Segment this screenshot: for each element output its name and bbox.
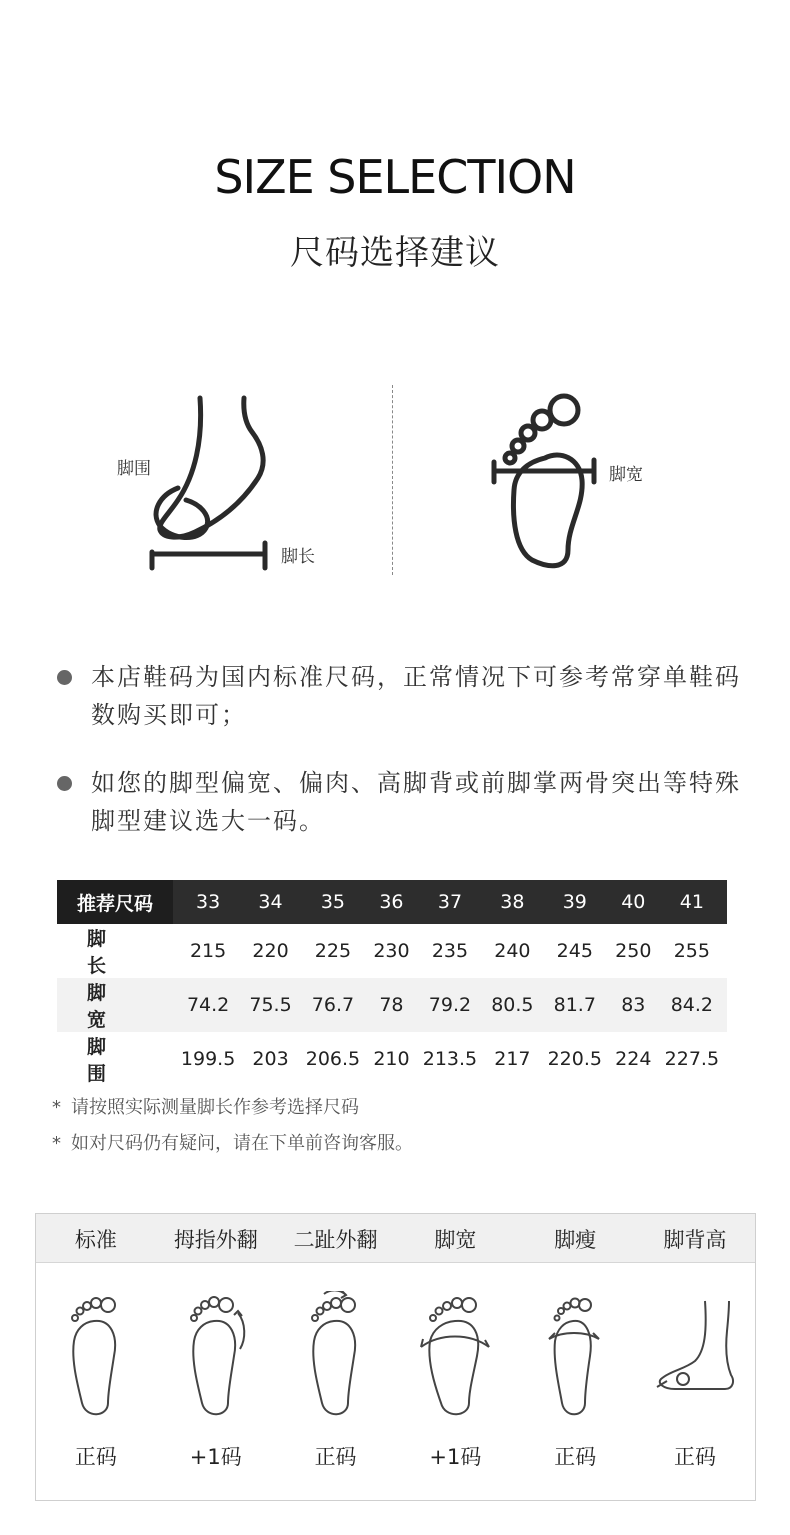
table-cell: 220.5 (547, 1048, 602, 1070)
table-cell: 210 (373, 1048, 410, 1070)
table-cell: 230 (373, 940, 410, 962)
page-title: SIZE SELECTION (214, 150, 576, 204)
table-cell: 206.5 (305, 1048, 361, 1070)
table-cell: 220 (252, 940, 289, 962)
foot-type-name: 脚瘦 (554, 1228, 597, 1252)
table-cell: 79.2 (415, 978, 485, 1032)
size-recommendation: 正码 (674, 1445, 717, 1469)
table-cell: 250 (615, 940, 652, 962)
table-header-row (57, 880, 727, 924)
foot-type-name: 脚宽 (434, 1228, 477, 1252)
note-item (52, 1090, 413, 1126)
narrow-foot-icon (535, 1291, 615, 1421)
width-label: 脚宽 (609, 465, 643, 485)
table-cell: 255 (673, 940, 710, 962)
table-cell: 245 (556, 940, 593, 962)
size-recommendation: +1码 (189, 1445, 242, 1469)
table-cell: 213.5 (422, 1048, 478, 1070)
table-cell: 81.7 (540, 978, 610, 1032)
foot-type-column (635, 1263, 755, 1500)
size-table (57, 880, 727, 1086)
size-header: 33 (173, 880, 243, 924)
foot-type-name: 拇指外翻 (173, 1228, 258, 1252)
size-recommendation: +1码 (429, 1445, 482, 1469)
size-header: 39 (540, 880, 610, 924)
size-header: 36 (368, 880, 415, 924)
bullet-icon (57, 776, 72, 791)
divider (392, 385, 393, 575)
foot-type-column (156, 1263, 276, 1500)
note-mark: * (52, 1097, 61, 1118)
table-header-label: 推荐尺码 (57, 880, 173, 924)
table-cell: 83 (610, 978, 657, 1032)
bullet-icon (57, 670, 72, 685)
table-row (57, 1032, 727, 1086)
note-item (52, 1126, 413, 1162)
size-recommendation: 正码 (74, 1445, 117, 1469)
table-cell: 215 (189, 940, 227, 962)
foot-type-name: 二趾外翻 (293, 1228, 378, 1252)
table-cell: 78 (368, 978, 415, 1032)
table-cell: 227.5 (664, 1048, 720, 1070)
table-cell: 74.2 (173, 978, 243, 1032)
size-recommendation: 正码 (314, 1445, 357, 1469)
foot-type-column (36, 1263, 156, 1500)
standard-foot-icon (56, 1291, 136, 1421)
table-row (57, 924, 727, 978)
page-subtitle: 尺码选择建议 (290, 233, 500, 273)
note-text: 如对尺码仍有疑问，请在下单前咨询客服。 (71, 1133, 413, 1154)
row-label: 脚围 (87, 1036, 141, 1085)
foot-type-column (515, 1263, 635, 1500)
tip-item (55, 764, 745, 840)
tips-list (55, 658, 745, 840)
size-header: 37 (415, 880, 485, 924)
size-header: 35 (298, 880, 368, 924)
table-cell: 240 (494, 940, 531, 962)
table-cell: 235 (431, 940, 469, 962)
notes (52, 1090, 413, 1162)
tip-text: 本店鞋码为国内标准尺码，正常情况下可参考常穿单鞋码数购买即可； (91, 663, 741, 729)
second-toe-foot-icon (296, 1291, 376, 1421)
foot-type-name: 标准 (74, 1228, 117, 1252)
size-header: 34 (243, 880, 298, 924)
note-mark: * (52, 1133, 61, 1154)
high-instep-foot-icon (655, 1291, 735, 1421)
foot-type-header (36, 1214, 755, 1263)
table-cell: 80.5 (485, 978, 540, 1032)
size-header: 38 (485, 880, 540, 924)
foot-measurement-icon (0, 380, 790, 590)
size-recommendation: 正码 (554, 1445, 597, 1469)
foot-type-column (395, 1263, 515, 1500)
length-label: 脚长 (281, 547, 315, 567)
measurement-diagram (0, 380, 790, 590)
table-row (57, 978, 727, 1032)
tip-item (55, 658, 745, 734)
size-header: 41 (657, 880, 727, 924)
table-cell: 225 (314, 940, 352, 962)
table-cell: 84.2 (657, 978, 727, 1032)
table-cell: 203 (252, 1048, 289, 1070)
tip-text: 如您的脚型偏宽、偏肉、高脚背或前脚掌两骨突出等特殊脚型建议选大一码。 (91, 769, 741, 835)
table-cell: 217 (494, 1048, 531, 1070)
row-label: 脚宽 (57, 978, 173, 1032)
table-cell: 75.5 (243, 978, 298, 1032)
bunion-foot-icon (176, 1291, 256, 1421)
size-header: 40 (610, 880, 657, 924)
note-text: 请按照实际测量脚长作参考选择尺码 (71, 1097, 359, 1118)
table-cell: 224 (615, 1048, 652, 1070)
row-label: 脚长 (87, 928, 141, 977)
foot-type-guide (35, 1213, 756, 1501)
table-cell: 199.5 (180, 1048, 236, 1070)
table-cell: 76.7 (298, 978, 368, 1032)
circumference-label: 脚围 (117, 459, 151, 479)
foot-type-column (276, 1263, 396, 1500)
foot-type-name: 脚背高 (663, 1228, 727, 1252)
wide-foot-icon (415, 1291, 495, 1421)
